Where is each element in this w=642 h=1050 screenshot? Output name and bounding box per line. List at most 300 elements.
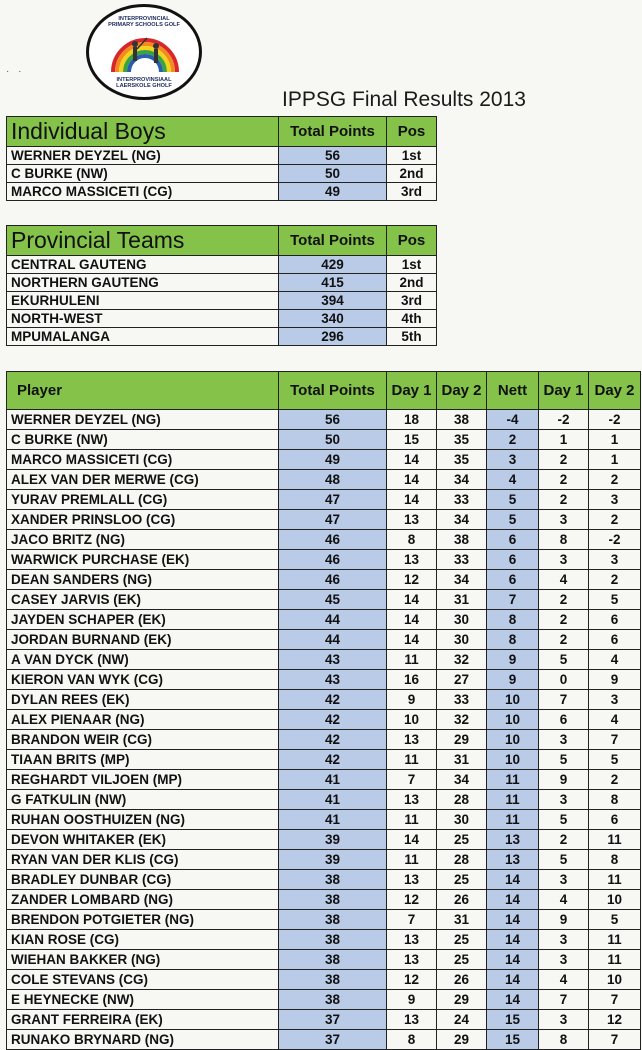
column-header-nett-day-1: Day 1 xyxy=(539,372,589,410)
cell-day-1: 14 xyxy=(387,610,437,630)
table-row xyxy=(7,710,641,730)
cell-nett: 9 xyxy=(487,650,539,670)
cell-day-2: 25 xyxy=(437,870,487,890)
cell-day-1: 14 xyxy=(387,490,437,510)
cell-day-2: 26 xyxy=(437,890,487,910)
cell-day-2: 24 xyxy=(437,1010,487,1030)
cell-day-2: 26 xyxy=(437,970,487,990)
cell-total-points: 41 xyxy=(279,790,387,810)
cell-nett: 11 xyxy=(487,770,539,790)
cell-nett: 14 xyxy=(487,890,539,910)
cell-total-points: 46 xyxy=(279,530,387,550)
cell-player: COLE STEVANS (CG) xyxy=(7,970,279,990)
cell-day-1: 12 xyxy=(387,970,437,990)
cell-pos: 2nd xyxy=(387,274,437,292)
cell-day-2: 29 xyxy=(437,1030,487,1050)
cell-nett-day-1: -2 xyxy=(539,410,589,430)
cell-nett-day-2: 2 xyxy=(589,510,641,530)
cell-day-1: 14 xyxy=(387,590,437,610)
cell-day-2: 32 xyxy=(437,710,487,730)
cell-day-2: 31 xyxy=(437,590,487,610)
cell-nett-day-2: 3 xyxy=(589,490,641,510)
cell-player: WARWICK PURCHASE (EK) xyxy=(7,550,279,570)
cell-day-2: 34 xyxy=(437,570,487,590)
cell-nett-day-1: 2 xyxy=(539,610,589,630)
cell-total-points: 43 xyxy=(279,650,387,670)
page-title: IPPSG Final Results 2013 xyxy=(282,88,526,111)
cell-pos: 1st xyxy=(387,256,437,274)
cell-day-1: 11 xyxy=(387,810,437,830)
cell-day-2: 29 xyxy=(437,990,487,1010)
cell-day-2: 33 xyxy=(437,490,487,510)
table-row xyxy=(7,750,641,770)
cell-player: RUHAN OOSTHUIZEN (NG) xyxy=(7,810,279,830)
column-header-pos: Pos xyxy=(387,117,437,147)
cell-total-points: 41 xyxy=(279,810,387,830)
logo-top-text-1: INTERPROVINCIAL xyxy=(118,16,170,22)
column-header-day-2: Day 2 xyxy=(437,372,487,410)
cell-day-2: 28 xyxy=(437,790,487,810)
cell-nett: 7 xyxy=(487,590,539,610)
cell-day-1: 8 xyxy=(387,530,437,550)
table-row xyxy=(7,490,641,510)
cell-day-1: 7 xyxy=(387,770,437,790)
cell-nett-day-1: 8 xyxy=(539,530,589,550)
table-row xyxy=(7,410,641,430)
cell-nett-day-1: 3 xyxy=(539,1010,589,1030)
cell-total-points: 44 xyxy=(279,630,387,650)
cell-total-points: 39 xyxy=(279,830,387,850)
column-header-player: Player xyxy=(7,372,279,410)
cell-day-2: 34 xyxy=(437,770,487,790)
table-row xyxy=(7,1010,641,1030)
cell-nett: 10 xyxy=(487,730,539,750)
cell-nett: 9 xyxy=(487,670,539,690)
cell-nett-day-2: 5 xyxy=(589,910,641,930)
cell-total-points: 47 xyxy=(279,510,387,530)
cell-day-1: 10 xyxy=(387,710,437,730)
column-header-pos: Pos xyxy=(387,226,437,256)
cell-player: ALEX PIENAAR (NG) xyxy=(7,710,279,730)
cell-nett: 14 xyxy=(487,910,539,930)
column-header-total-points: Total Points xyxy=(279,372,387,410)
cell-nett-day-2: 2 xyxy=(589,770,641,790)
cell-total-points: 41 xyxy=(279,770,387,790)
cell-day-1: 13 xyxy=(387,1010,437,1030)
cell-pos: 2nd xyxy=(387,165,437,183)
cell-total-points: 49 xyxy=(279,450,387,470)
cell-total-points: 296 xyxy=(279,328,387,346)
cell-day-2: 38 xyxy=(437,530,487,550)
cell-nett: 15 xyxy=(487,1030,539,1050)
cell-player: MARCO MASSICETI (CG) xyxy=(7,450,279,470)
column-header-points: Total Points xyxy=(279,226,387,256)
cell-day-1: 12 xyxy=(387,890,437,910)
table-row xyxy=(7,970,641,990)
cell-nett-day-1: 0 xyxy=(539,670,589,690)
cell-day-1: 13 xyxy=(387,870,437,890)
table-row xyxy=(7,590,641,610)
cell-day-2: 33 xyxy=(437,550,487,570)
cell-day-2: 34 xyxy=(437,470,487,490)
cell-nett: 8 xyxy=(487,630,539,650)
cell-nett-day-1: 9 xyxy=(539,770,589,790)
table-row xyxy=(7,730,641,750)
cell-nett-day-1: 2 xyxy=(539,470,589,490)
table-row xyxy=(7,650,641,670)
table-row xyxy=(7,292,437,310)
column-header-name: Provincial Teams xyxy=(7,226,279,256)
table-row xyxy=(7,990,641,1010)
cell-player: A VAN DYCK (NW) xyxy=(7,650,279,670)
cell-nett-day-2: 11 xyxy=(589,870,641,890)
table-row xyxy=(7,690,641,710)
cell-nett: 14 xyxy=(487,930,539,950)
table-header-row xyxy=(7,117,437,147)
cell-day-2: 38 xyxy=(437,410,487,430)
logo-bottom-text-2: LAERSKOLE GHOLF xyxy=(116,83,172,90)
cell-nett: 2 xyxy=(487,430,539,450)
cell-nett-day-2: 6 xyxy=(589,810,641,830)
cell-day-2: 34 xyxy=(437,510,487,530)
cell-nett-day-1: 2 xyxy=(539,630,589,650)
player-results-table xyxy=(6,371,641,1050)
cell-total-points: 38 xyxy=(279,890,387,910)
cell-nett-day-1: 5 xyxy=(539,650,589,670)
cell-nett: 3 xyxy=(487,450,539,470)
table-row xyxy=(7,550,641,570)
cell-nett-day-2: 6 xyxy=(589,630,641,650)
cell-nett-day-1: 5 xyxy=(539,810,589,830)
cell-total-points: 44 xyxy=(279,610,387,630)
cell-name: MPUMALANGA xyxy=(7,328,279,346)
cell-nett: 4 xyxy=(487,470,539,490)
cell-nett-day-2: 7 xyxy=(589,1030,641,1050)
cell-nett-day-2: 5 xyxy=(589,750,641,770)
cell-day-2: 32 xyxy=(437,650,487,670)
individual-boys-table xyxy=(6,116,437,201)
cell-player: BRENDON POTGIETER (NG) xyxy=(7,910,279,930)
cell-nett-day-2: 9 xyxy=(589,670,641,690)
cell-day-1: 9 xyxy=(387,990,437,1010)
cell-total-points: 48 xyxy=(279,470,387,490)
cell-player: DEAN SANDERS (NG) xyxy=(7,570,279,590)
cell-total-points: 38 xyxy=(279,950,387,970)
cell-pos: 4th xyxy=(387,310,437,328)
column-header-nett: Nett xyxy=(487,372,539,410)
cell-nett-day-2: 8 xyxy=(589,850,641,870)
table-row xyxy=(7,770,641,790)
cell-total-points: 50 xyxy=(279,430,387,450)
column-header-name: Individual Boys xyxy=(7,117,279,147)
cell-nett-day-2: 5 xyxy=(589,590,641,610)
logo-top-text-2: PRIMARY SCHOOLS GOLF xyxy=(108,22,180,29)
cell-player: GRANT FERREIRA (EK) xyxy=(7,1010,279,1030)
logo-bottom-text-1: INTERPROVINSIAAL xyxy=(116,77,172,83)
cell-nett-day-1: 1 xyxy=(539,430,589,450)
scan-speck: · · xyxy=(6,66,25,77)
cell-player: KIAN ROSE (CG) xyxy=(7,930,279,950)
cell-total-points: 37 xyxy=(279,1030,387,1050)
cell-player: DEVON WHITAKER (EK) xyxy=(7,830,279,850)
cell-pos: 5th xyxy=(387,328,437,346)
cell-nett-day-2: 3 xyxy=(589,550,641,570)
cell-nett-day-1: 5 xyxy=(539,850,589,870)
cell-total-points: 42 xyxy=(279,690,387,710)
table-row xyxy=(7,530,641,550)
cell-total-points: 429 xyxy=(279,256,387,274)
cell-player: CASEY JARVIS (EK) xyxy=(7,590,279,610)
cell-day-2: 31 xyxy=(437,910,487,930)
cell-nett-day-2: 10 xyxy=(589,970,641,990)
table-row xyxy=(7,910,641,930)
table-row xyxy=(7,430,641,450)
cell-player: JAYDEN SCHAPER (EK) xyxy=(7,610,279,630)
cell-total-points: 47 xyxy=(279,490,387,510)
cell-nett-day-2: 4 xyxy=(589,710,641,730)
cell-total-points: 49 xyxy=(279,183,387,201)
cell-total-points: 340 xyxy=(279,310,387,328)
cell-nett-day-2: 6 xyxy=(589,610,641,630)
cell-nett-day-1: 6 xyxy=(539,710,589,730)
cell-nett-day-1: 2 xyxy=(539,450,589,470)
cell-name: EKURHULENI xyxy=(7,292,279,310)
cell-day-1: 13 xyxy=(387,730,437,750)
cell-day-2: 35 xyxy=(437,430,487,450)
cell-nett: 13 xyxy=(487,850,539,870)
column-header-points: Total Points xyxy=(279,117,387,147)
cell-nett-day-1: 3 xyxy=(539,790,589,810)
cell-nett-day-1: 3 xyxy=(539,730,589,750)
cell-nett-day-1: 4 xyxy=(539,570,589,590)
cell-day-2: 31 xyxy=(437,750,487,770)
cell-nett-day-2: 11 xyxy=(589,830,641,850)
cell-nett-day-2: 11 xyxy=(589,950,641,970)
provincial-teams-table xyxy=(6,225,437,346)
cell-player: REGHARDT VILJOEN (MP) xyxy=(7,770,279,790)
cell-name: NORTHERN GAUTENG xyxy=(7,274,279,292)
cell-nett-day-1: 7 xyxy=(539,990,589,1010)
table-row xyxy=(7,1030,641,1050)
cell-name: C BURKE (NW) xyxy=(7,165,279,183)
cell-day-1: 8 xyxy=(387,1030,437,1050)
cell-nett: 10 xyxy=(487,750,539,770)
cell-nett-day-2: -2 xyxy=(589,410,641,430)
cell-nett: 14 xyxy=(487,990,539,1010)
cell-nett-day-1: 2 xyxy=(539,490,589,510)
cell-day-2: 30 xyxy=(437,610,487,630)
cell-nett: 5 xyxy=(487,490,539,510)
cell-day-1: 14 xyxy=(387,450,437,470)
cell-nett-day-2: 8 xyxy=(589,790,641,810)
cell-day-2: 35 xyxy=(437,450,487,470)
cell-player: JORDAN BURNAND (EK) xyxy=(7,630,279,650)
cell-day-1: 7 xyxy=(387,910,437,930)
cell-total-points: 38 xyxy=(279,870,387,890)
cell-nett: 11 xyxy=(487,810,539,830)
table-row xyxy=(7,450,641,470)
table-row xyxy=(7,274,437,292)
cell-total-points: 38 xyxy=(279,990,387,1010)
cell-day-1: 18 xyxy=(387,410,437,430)
cell-nett-day-2: 3 xyxy=(589,690,641,710)
cell-nett: 14 xyxy=(487,870,539,890)
table-row xyxy=(7,790,641,810)
column-header-day-1: Day 1 xyxy=(387,372,437,410)
table-row xyxy=(7,830,641,850)
cell-name: WERNER DEYZEL (NG) xyxy=(7,147,279,165)
table-header-row xyxy=(7,226,437,256)
cell-pos: 1st xyxy=(387,147,437,165)
cell-total-points: 45 xyxy=(279,590,387,610)
cell-nett-day-2: 12 xyxy=(589,1010,641,1030)
table-header-row xyxy=(7,372,641,410)
cell-total-points: 42 xyxy=(279,730,387,750)
cell-name: NORTH-WEST xyxy=(7,310,279,328)
cell-day-2: 25 xyxy=(437,930,487,950)
cell-player: YURAV PREMLALL (CG) xyxy=(7,490,279,510)
table-row xyxy=(7,470,641,490)
cell-nett: 10 xyxy=(487,690,539,710)
cell-day-1: 13 xyxy=(387,950,437,970)
cell-player: ALEX VAN DER MERWE (CG) xyxy=(7,470,279,490)
cell-nett-day-1: 3 xyxy=(539,950,589,970)
table-row xyxy=(7,183,437,201)
cell-nett-day-1: 4 xyxy=(539,970,589,990)
cell-nett: 14 xyxy=(487,970,539,990)
cell-player: BRANDON WEIR (CG) xyxy=(7,730,279,750)
cell-day-1: 13 xyxy=(387,930,437,950)
cell-nett-day-1: 2 xyxy=(539,590,589,610)
cell-nett-day-2: 7 xyxy=(589,990,641,1010)
cell-player: RYAN VAN DER KLIS (CG) xyxy=(7,850,279,870)
cell-total-points: 56 xyxy=(279,410,387,430)
cell-day-2: 25 xyxy=(437,830,487,850)
cell-name: CENTRAL GAUTENG xyxy=(7,256,279,274)
cell-nett-day-2: 10 xyxy=(589,890,641,910)
cell-player: WIEHAN BAKKER (NG) xyxy=(7,950,279,970)
cell-day-2: 28 xyxy=(437,850,487,870)
cell-nett-day-1: 4 xyxy=(539,890,589,910)
cell-day-1: 14 xyxy=(387,630,437,650)
cell-pos: 3rd xyxy=(387,183,437,201)
cell-day-1: 14 xyxy=(387,470,437,490)
cell-day-1: 11 xyxy=(387,650,437,670)
cell-player: DYLAN REES (EK) xyxy=(7,690,279,710)
cell-total-points: 37 xyxy=(279,1010,387,1030)
cell-player: KIERON VAN WYK (CG) xyxy=(7,670,279,690)
cell-nett-day-1: 7 xyxy=(539,690,589,710)
cell-day-2: 30 xyxy=(437,810,487,830)
cell-nett: 8 xyxy=(487,610,539,630)
table-row xyxy=(7,670,641,690)
cell-total-points: 42 xyxy=(279,750,387,770)
cell-player: ZANDER LOMBARD (NG) xyxy=(7,890,279,910)
table-row xyxy=(7,950,641,970)
cell-name: MARCO MASSICETI (CG) xyxy=(7,183,279,201)
table-row xyxy=(7,630,641,650)
cell-total-points: 38 xyxy=(279,970,387,990)
cell-nett-day-1: 8 xyxy=(539,1030,589,1050)
table-row xyxy=(7,256,437,274)
cell-day-1: 12 xyxy=(387,570,437,590)
cell-nett: 14 xyxy=(487,950,539,970)
column-header-nett-day-2: Day 2 xyxy=(589,372,641,410)
cell-player: G FATKULIN (NW) xyxy=(7,790,279,810)
cell-nett-day-2: 7 xyxy=(589,730,641,750)
cell-day-1: 14 xyxy=(387,830,437,850)
cell-total-points: 46 xyxy=(279,570,387,590)
cell-total-points: 43 xyxy=(279,670,387,690)
cell-day-1: 13 xyxy=(387,510,437,530)
cell-total-points: 38 xyxy=(279,910,387,930)
cell-day-1: 11 xyxy=(387,750,437,770)
cell-player: E HEYNECKE (NW) xyxy=(7,990,279,1010)
cell-nett-day-2: -2 xyxy=(589,530,641,550)
cell-day-2: 27 xyxy=(437,670,487,690)
cell-total-points: 39 xyxy=(279,850,387,870)
cell-total-points: 415 xyxy=(279,274,387,292)
cell-nett: 13 xyxy=(487,830,539,850)
ippsg-logo xyxy=(86,4,202,100)
cell-total-points: 56 xyxy=(279,147,387,165)
cell-nett: 11 xyxy=(487,790,539,810)
cell-nett: 15 xyxy=(487,1010,539,1030)
cell-day-2: 33 xyxy=(437,690,487,710)
table-row xyxy=(7,328,437,346)
table-row xyxy=(7,850,641,870)
cell-player: BRADLEY DUNBAR (CG) xyxy=(7,870,279,890)
cell-day-1: 13 xyxy=(387,790,437,810)
cell-total-points: 46 xyxy=(279,550,387,570)
cell-player: RUNAKO BRYNARD (NG) xyxy=(7,1030,279,1050)
cell-player: WERNER DEYZEL (NG) xyxy=(7,410,279,430)
cell-pos: 3rd xyxy=(387,292,437,310)
cell-nett-day-2: 11 xyxy=(589,930,641,950)
cell-day-2: 30 xyxy=(437,630,487,650)
cell-day-1: 9 xyxy=(387,690,437,710)
cell-nett-day-2: 4 xyxy=(589,650,641,670)
cell-nett-day-1: 3 xyxy=(539,510,589,530)
cell-nett-day-2: 1 xyxy=(589,450,641,470)
cell-player: C BURKE (NW) xyxy=(7,430,279,450)
cell-nett-day-2: 1 xyxy=(589,430,641,450)
table-row xyxy=(7,610,641,630)
cell-nett: 5 xyxy=(487,510,539,530)
cell-nett-day-2: 2 xyxy=(589,470,641,490)
cell-nett-day-2: 2 xyxy=(589,570,641,590)
rainbow-golfers-icon xyxy=(109,30,181,74)
cell-day-1: 16 xyxy=(387,670,437,690)
cell-nett: 10 xyxy=(487,710,539,730)
cell-day-1: 13 xyxy=(387,550,437,570)
table-row xyxy=(7,165,437,183)
table-row xyxy=(7,930,641,950)
cell-day-2: 29 xyxy=(437,730,487,750)
table-row xyxy=(7,570,641,590)
cell-nett: 6 xyxy=(487,570,539,590)
cell-nett: -4 xyxy=(487,410,539,430)
cell-day-2: 25 xyxy=(437,950,487,970)
cell-total-points: 42 xyxy=(279,710,387,730)
cell-nett-day-1: 2 xyxy=(539,830,589,850)
cell-total-points: 394 xyxy=(279,292,387,310)
cell-total-points: 38 xyxy=(279,930,387,950)
cell-nett: 6 xyxy=(487,530,539,550)
table-row xyxy=(7,890,641,910)
table-row xyxy=(7,870,641,890)
cell-day-1: 15 xyxy=(387,430,437,450)
